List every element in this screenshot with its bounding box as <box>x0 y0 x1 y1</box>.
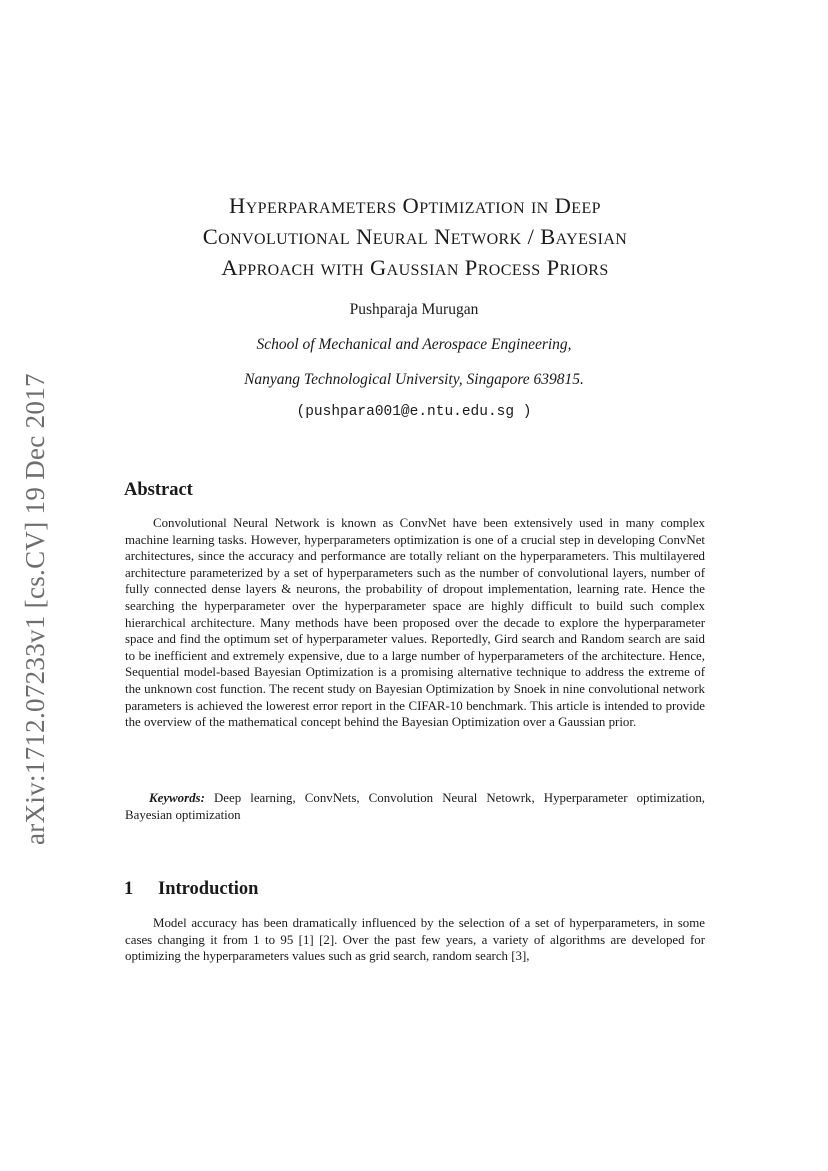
title-line-3: Approach with Gaussian Process Priors <box>221 255 609 280</box>
abstract-text: Convolutional Neural Network is known as ConvNet have been extensively used in many complex machine learning tasks. However, hyperparameters optimization is one of a crucial step in developing ConvNet architectures, since the accuracy and performance are totally reliant on the hyperparameters. This multilayered architecture parameterized by a set of hyperparameters such as the number of convolutional layers, number of fully connected dense layers & neurons, the probability of dropout implementation, learning rate. Hence the searching the hyperparameter over the hyperparameter space are highly difficult to build such complex hierarchical architecture. Many methods have been proposed over the decade to explore the hyperparameter space and find the optimum set of hyperparameter values. Reportedly, Gird search and Random search are said to be inefficient and extremely expensive, due to a large number of hyperparameters of the architecture. Hence, Sequential model-based Bayesian Optimization is a promising alternative technique to address the extreme of the unknown cost function. The recent study on Bayesian Optimization by Snoek in nine convolutional network parameters is achieved the lowerest error report in the CIFAR-10 benchmark. This article is intended to provide the overview of the mathematical concept behind the Bayesian Optimization over a Gaussian prior. <box>125 516 705 730</box>
section-heading-introduction <box>124 879 258 900</box>
author-name: Pushparaja Murugan <box>349 301 479 318</box>
keywords-text: Deep learning, ConvNets, Convolution Neural Netowrk, Hyperparameter optimization, Bayesian optimization <box>125 791 705 822</box>
introduction-text: Model accuracy has been dramatically influenced by the selection of a set of hyperparameters, in some cases changing it from 1 to 95 [1] [2]. Over the past few years, a variety of algorithms are developed for optimizing the hyperparameters values such as grid search, random search [3], <box>125 916 705 964</box>
section-number: 1 <box>124 879 134 899</box>
arxiv-identifier: arXiv:1712.07233v1 [cs.CV] 19 Dec 2017 <box>20 373 50 845</box>
paper-title <box>110 190 720 283</box>
keywords-paragraph <box>125 790 705 823</box>
affiliation-line-2: Nanyang Technological University, Singapore 639815. <box>244 371 584 388</box>
affiliation-line-1: School of Mechanical and Aerospace Engineering, <box>256 336 572 353</box>
keywords-label: Keywords: <box>149 791 205 805</box>
title-line-2: Convolutional Neural Network / Bayesian <box>202 224 628 249</box>
author-email: (pushpara001@e.ntu.edu.sg ) <box>296 404 532 420</box>
abstract-heading: Abstract <box>124 480 193 500</box>
title-line-1: Hyperparameters Optimization in Deep <box>229 193 601 218</box>
section-title: Introduction <box>158 879 259 899</box>
